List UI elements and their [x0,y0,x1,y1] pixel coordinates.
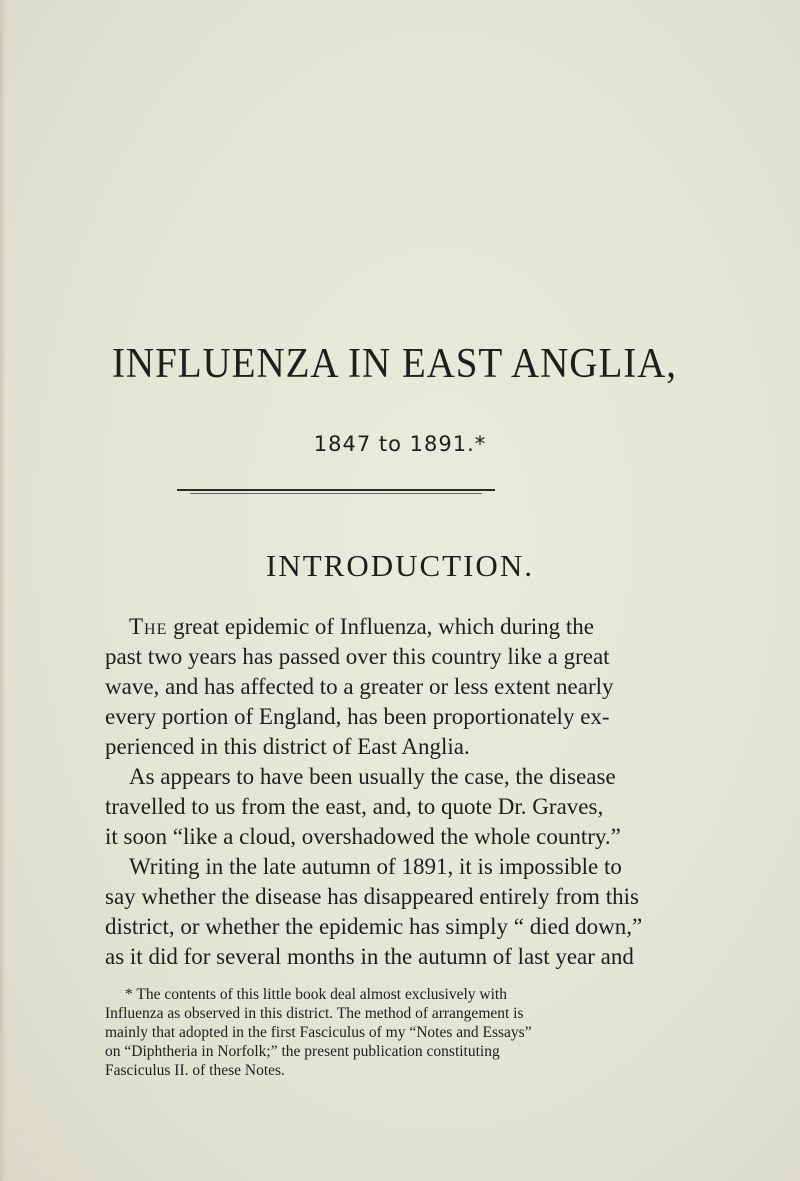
text-line: past two years has passed over this country like a great [105,644,610,669]
text-line: every portion of England, has been proportionately ex- [105,704,610,729]
text-line: As appears to have been usually the case, the disease [129,764,616,789]
text-line: it soon “like a cloud, overshadowed the whole country.” [105,824,621,849]
footnote-line: Fasciculus II. of these Notes. [105,1062,285,1079]
body-text [105,612,665,972]
drop-word: The [129,614,168,639]
footnote-line: mainly that adopted in the first Fasciculus of my “Notes and Essays” [105,1024,532,1041]
text-line: travelled to us from the east, and, to quote Dr. Graves, [105,794,604,819]
text-line: perienced in this district of East Anglia. [105,734,470,759]
footnote-line: on “Diphtheria in Norfolk;” the present publication constituting [105,1043,500,1060]
page-title: INFLUENZA IN EAST ANGLIA, [112,341,678,387]
title-divider [177,489,495,491]
text-line: great epidemic of Influenza, which during the [167,614,595,639]
date-range: 1847 to 1891.* [313,432,487,456]
footnote [105,985,685,1080]
section-heading: INTRODUCTION. [266,548,534,583]
footnote-line: * The contents of this little book deal almost exclusively with [125,986,507,1003]
paragraph-1-line-1 [105,612,665,642]
text-line: Writing in the late autumn of 1891, it is impossible to [129,854,622,879]
page-edge-shadow [0,0,6,1181]
footnote-line: Influenza as observed in this district. The method of arrangement is [105,1005,524,1022]
text-line: say whether the disease has disappeared entirely from this [105,884,639,909]
text-line: as it did for several months in the autumn of last year and [105,944,634,969]
text-line: district, or whether the epidemic has simply “ died down,” [105,914,643,939]
text-line: wave, and has affected to a greater or less extent nearly [105,674,614,699]
title-divider-thin [190,493,482,494]
